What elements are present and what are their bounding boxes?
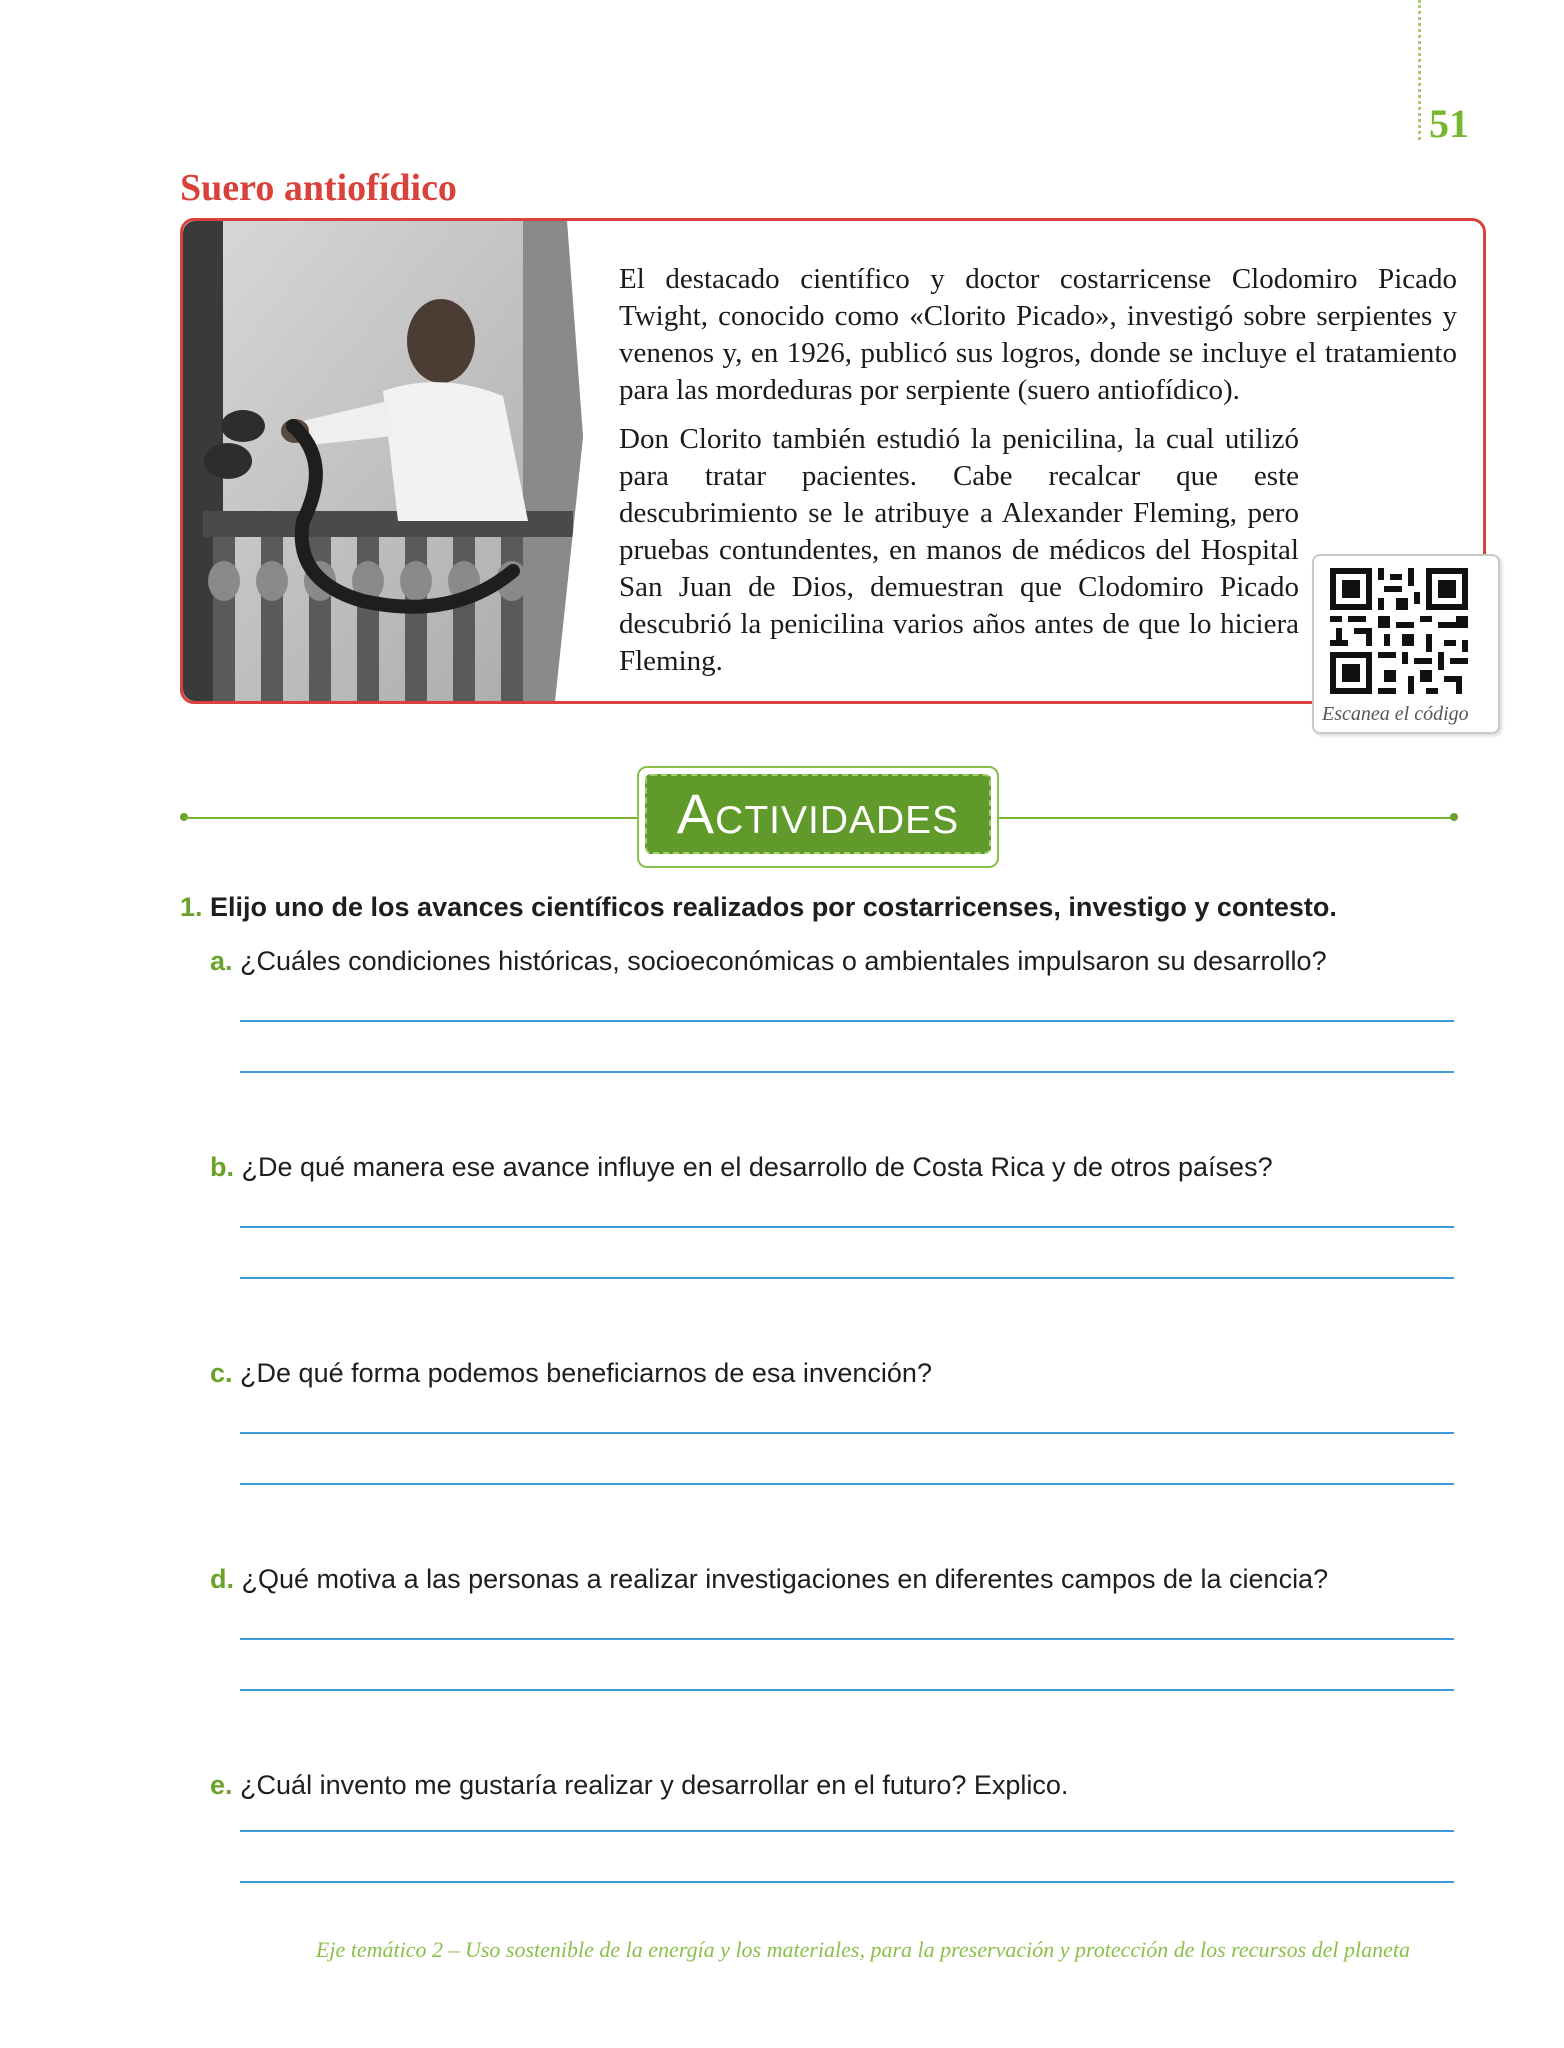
paragraph-1: El destacado científico y doctor costarricense Clodomiro Picado Twight, conocido como «Clorito Picado», investigó sobre serpientes y venenos y, en 1926, publicó sus logros, donde se incluye el tratamiento para las mordeduras por serpiente (suero antiofídico).: [619, 263, 1457, 406]
answer-line-c-1[interactable]: [240, 1432, 1454, 1434]
question-number: 1.: [180, 892, 203, 922]
subquestion-c: [210, 1358, 932, 1389]
info-box: [180, 218, 1486, 704]
subquestion-letter: b.: [210, 1152, 234, 1182]
subquestion-text: ¿De qué manera ese avance influye en el desarrollo de Costa Rica y de otros países?: [241, 1152, 1273, 1182]
subquestion-letter: a.: [210, 946, 233, 976]
subquestion-text: ¿Qué motiva a las personas a realizar investigaciones en diferentes campos de la ciencia?: [241, 1564, 1329, 1594]
answer-line-e-2[interactable]: [240, 1881, 1454, 1883]
activities-badge: [637, 766, 999, 868]
subquestion-a: [210, 946, 1327, 977]
subquestion-e: [210, 1770, 1068, 1801]
activities-badge-inner: [645, 774, 991, 854]
section-title: Suero antiofídico: [180, 167, 457, 209]
subquestion-b: [210, 1152, 1273, 1183]
qr-caption: Escanea el código: [1322, 703, 1469, 725]
answer-line-c-2[interactable]: [240, 1483, 1454, 1485]
activities-rule-left: [184, 817, 637, 819]
answer-line-b-1[interactable]: [240, 1226, 1454, 1228]
subquestion-text: ¿De qué forma podemos beneficiarnos de esa invención?: [240, 1358, 932, 1388]
subquestion-text: ¿Cuál invento me gustaría realizar y desarrollar en el futuro? Explico.: [240, 1770, 1069, 1800]
answer-line-e-1[interactable]: [240, 1830, 1454, 1832]
answer-line-d-2[interactable]: [240, 1689, 1454, 1691]
paragraph-2: Don Clorito también estudió la penicilina, la cual utilizó para tratar pacientes. Cabe recalcar que este descubrimiento se le atribuye a Alexander Fleming, pero pruebas contundentes, en manos de médicos del Hospital San Juan de Dios, demuestran que Clodomiro Picado descubrió la penicilina varios años antes de que lo hiciera Fleming.: [619, 423, 1299, 677]
question-text: Elijo uno de los avances científicos realizados por costarricenses, investigo y contesto.: [210, 892, 1337, 922]
photo-illustration: [183, 221, 583, 701]
subquestion-d: [210, 1564, 1328, 1595]
answer-line-a-1[interactable]: [240, 1020, 1454, 1022]
answer-line-b-2[interactable]: [240, 1277, 1454, 1279]
activities-rule-right: [999, 817, 1454, 819]
header-dotted-rule: [1418, 0, 1421, 140]
question-1: [180, 892, 1337, 923]
subquestion-letter: e.: [210, 1770, 233, 1800]
subquestion-text: ¿Cuáles condiciones históricas, socioeconómicas o ambientales impulsaron su desarrollo?: [240, 946, 1327, 976]
qr-code-icon: [1330, 568, 1468, 694]
activities-title: Actividades: [676, 782, 960, 845]
answer-line-d-1[interactable]: [240, 1638, 1454, 1640]
subquestion-letter: d.: [210, 1564, 234, 1594]
historical-photo: [183, 221, 583, 701]
activities-rule-right-dot: [1450, 813, 1458, 821]
subquestion-letter: c.: [210, 1358, 233, 1388]
page-number: 51: [1429, 101, 1469, 146]
qr-code-panel[interactable]: [1312, 554, 1500, 734]
answer-line-a-2[interactable]: [240, 1071, 1454, 1073]
footer-caption: Eje temático 2 – Uso sostenible de la energía y los materiales, para la preservación y protección de los recursos del planeta: [315, 1937, 1410, 1962]
